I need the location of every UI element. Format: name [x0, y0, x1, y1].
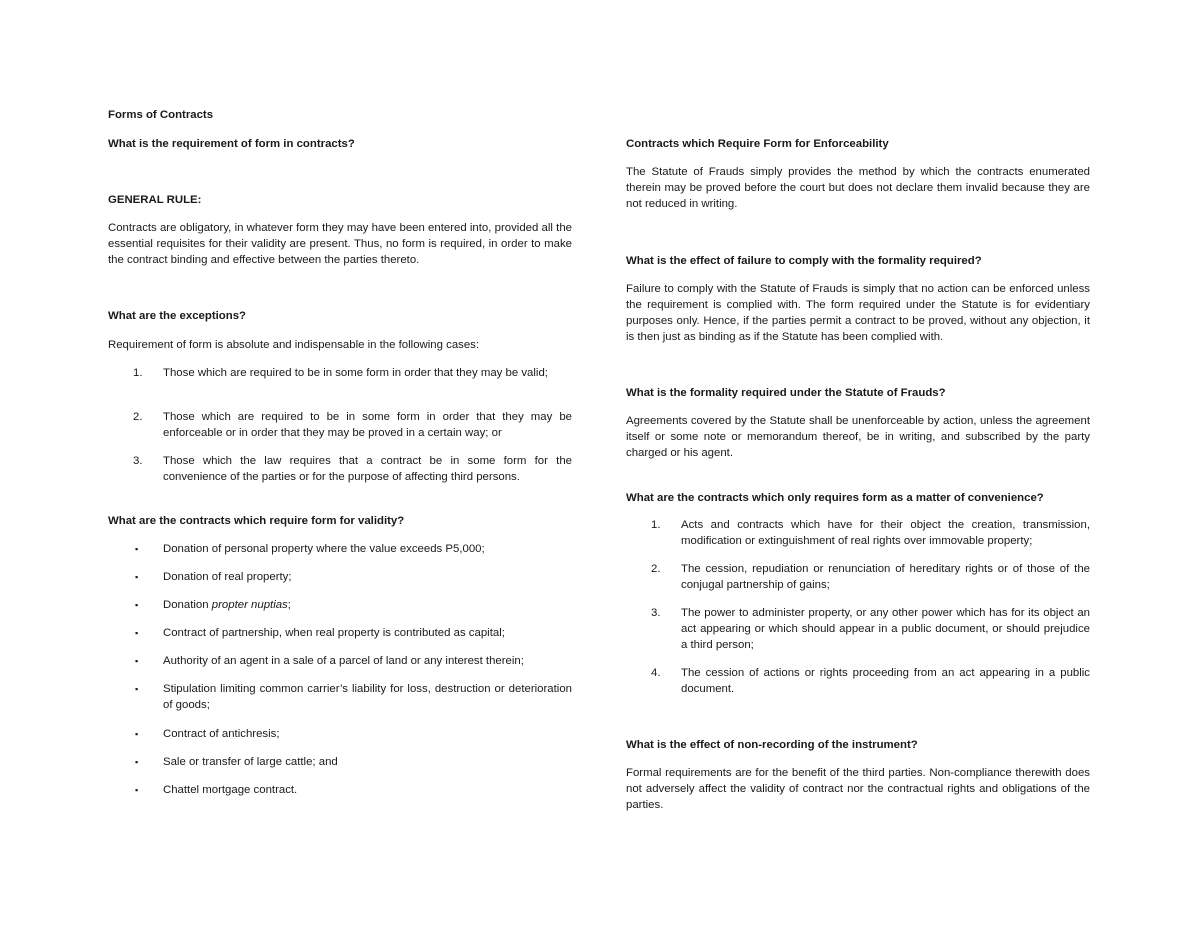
formality-text: Agreements covered by the Statute shall be unenforceable by action, unless the agreement itself or some note or memorandum thereof, be in writing, and subscribed by the party charged or his agent.	[626, 415, 1090, 459]
question-validity: What are the contracts which require form for validity?	[108, 515, 405, 527]
exception-item	[108, 409, 572, 441]
general-rule-label: GENERAL RULE:	[108, 194, 202, 206]
list-text: The power to administer property, or any other power which has for its object an act appearing or which should appear in a public document, or should prejudice a third person;	[681, 607, 1090, 651]
exception-item	[108, 365, 572, 381]
latin-term: propter nuptias	[211, 599, 288, 611]
question-non-recording: What is the effect of non-recording of the instrument?	[626, 739, 918, 751]
list-number: 2.	[133, 411, 143, 423]
document-title: Forms of Contracts	[108, 109, 214, 121]
list-text: Donation propter nuptias;	[163, 599, 291, 611]
bullet-icon: ▪	[135, 600, 139, 610]
validity-item	[108, 681, 572, 713]
convenience-item	[626, 605, 1090, 653]
list-text: The cession, repudiation or renunciation of hereditary rights or of those of the conjugal partnership of gains;	[681, 563, 1090, 591]
non-recording-text: Formal requirements are for the benefit of the third parties. Non-compliance therewith does not adversely affect the validity of contract nor the contractual rights and obligations of the parties.	[626, 767, 1090, 811]
list-text: Chattel mortgage contract.	[163, 784, 298, 796]
bullet-icon: ▪	[135, 544, 139, 554]
list-text: Donation of personal property where the value exceeds P5,000;	[163, 543, 485, 555]
convenience-item	[626, 517, 1090, 549]
exception-item	[108, 453, 572, 485]
exceptions-intro: Requirement of form is absolute and indispensable in the following cases:	[108, 339, 480, 351]
validity-item	[108, 625, 572, 641]
bullet-icon: ▪	[135, 656, 139, 666]
list-text: Sale or transfer of large cattle; and	[163, 756, 338, 768]
convenience-item	[626, 665, 1090, 697]
bullet-icon: ▪	[135, 684, 139, 694]
list-text: Those which are required to be in some form in order that they may be valid;	[163, 367, 548, 379]
validity-item	[108, 726, 572, 742]
list-number: 4.	[651, 667, 661, 679]
list-text: Donation of real property;	[163, 571, 292, 583]
bullet-icon: ▪	[135, 757, 139, 767]
question-exceptions: What are the exceptions?	[108, 310, 246, 322]
question-failure-effect: What is the effect of failure to comply with the formality required?	[626, 255, 982, 267]
validity-item	[108, 782, 572, 798]
list-number: 3.	[133, 455, 143, 467]
statute-of-frauds-text: The Statute of Frauds simply provides the method by which the contracts enumerated therein may be proved before the court but does not declare them invalid because they are not reduced in writing.	[626, 166, 1090, 210]
heading-enforceability: Contracts which Require Form for Enforceability	[626, 138, 889, 150]
validity-item	[108, 653, 572, 669]
validity-item	[108, 541, 572, 557]
question-form-requirement: What is the requirement of form in contracts?	[108, 138, 355, 150]
list-text: Stipulation limiting common carrier’s liability for loss, destruction or deterioration of goods;	[163, 683, 572, 711]
list-number: 1.	[133, 367, 143, 379]
general-rule-text: Contracts are obligatory, in whatever form they may have been entered into, provided all the essential requisites for their validity are present. Thus, no form is required, in order to make the contract binding and effective between the parties thereto.	[108, 222, 572, 266]
validity-item	[108, 754, 572, 770]
bullet-icon: ▪	[135, 729, 139, 739]
validity-item	[108, 597, 572, 613]
convenience-item	[626, 561, 1090, 593]
list-text: Those which are required to be in some form in order that they may be enforceable or in order that they may be proved in a certain way; or	[163, 411, 572, 439]
question-convenience: What are the contracts which only requires form as a matter of convenience?	[626, 492, 1044, 504]
bullet-icon: ▪	[135, 572, 139, 582]
list-text: Contract of partnership, when real property is contributed as capital;	[163, 627, 505, 639]
list-text: The cession of actions or rights proceeding from an act appearing in a public document.	[681, 667, 1090, 695]
list-text: Acts and contracts which have for their object the creation, transmission, modification or extinguishment of real rights over immovable property;	[681, 519, 1090, 547]
bullet-icon: ▪	[135, 785, 139, 795]
failure-effect-text: Failure to comply with the Statute of Frauds is simply that no action can be enforced unless the requirement is complied with. The form required under the Statute is for evidentiary purposes only. Hence, if the parties permit a contract to be proved, without any objection, it is then just as binding as if the Statute has been complied with.	[626, 283, 1090, 343]
bullet-icon: ▪	[135, 628, 139, 638]
list-number: 2.	[651, 563, 661, 575]
list-number: 1.	[651, 519, 661, 531]
list-number: 3.	[651, 607, 661, 619]
list-text: Authority of an agent in a sale of a parcel of land or any interest therein;	[163, 655, 524, 667]
list-text: Contract of antichresis;	[163, 728, 280, 740]
list-text: Those which the law requires that a contract be in some form for the convenience of the parties or for the purpose of affecting third persons.	[163, 455, 572, 483]
question-formality: What is the formality required under the Statute of Frauds?	[626, 387, 946, 399]
validity-item	[108, 569, 572, 585]
